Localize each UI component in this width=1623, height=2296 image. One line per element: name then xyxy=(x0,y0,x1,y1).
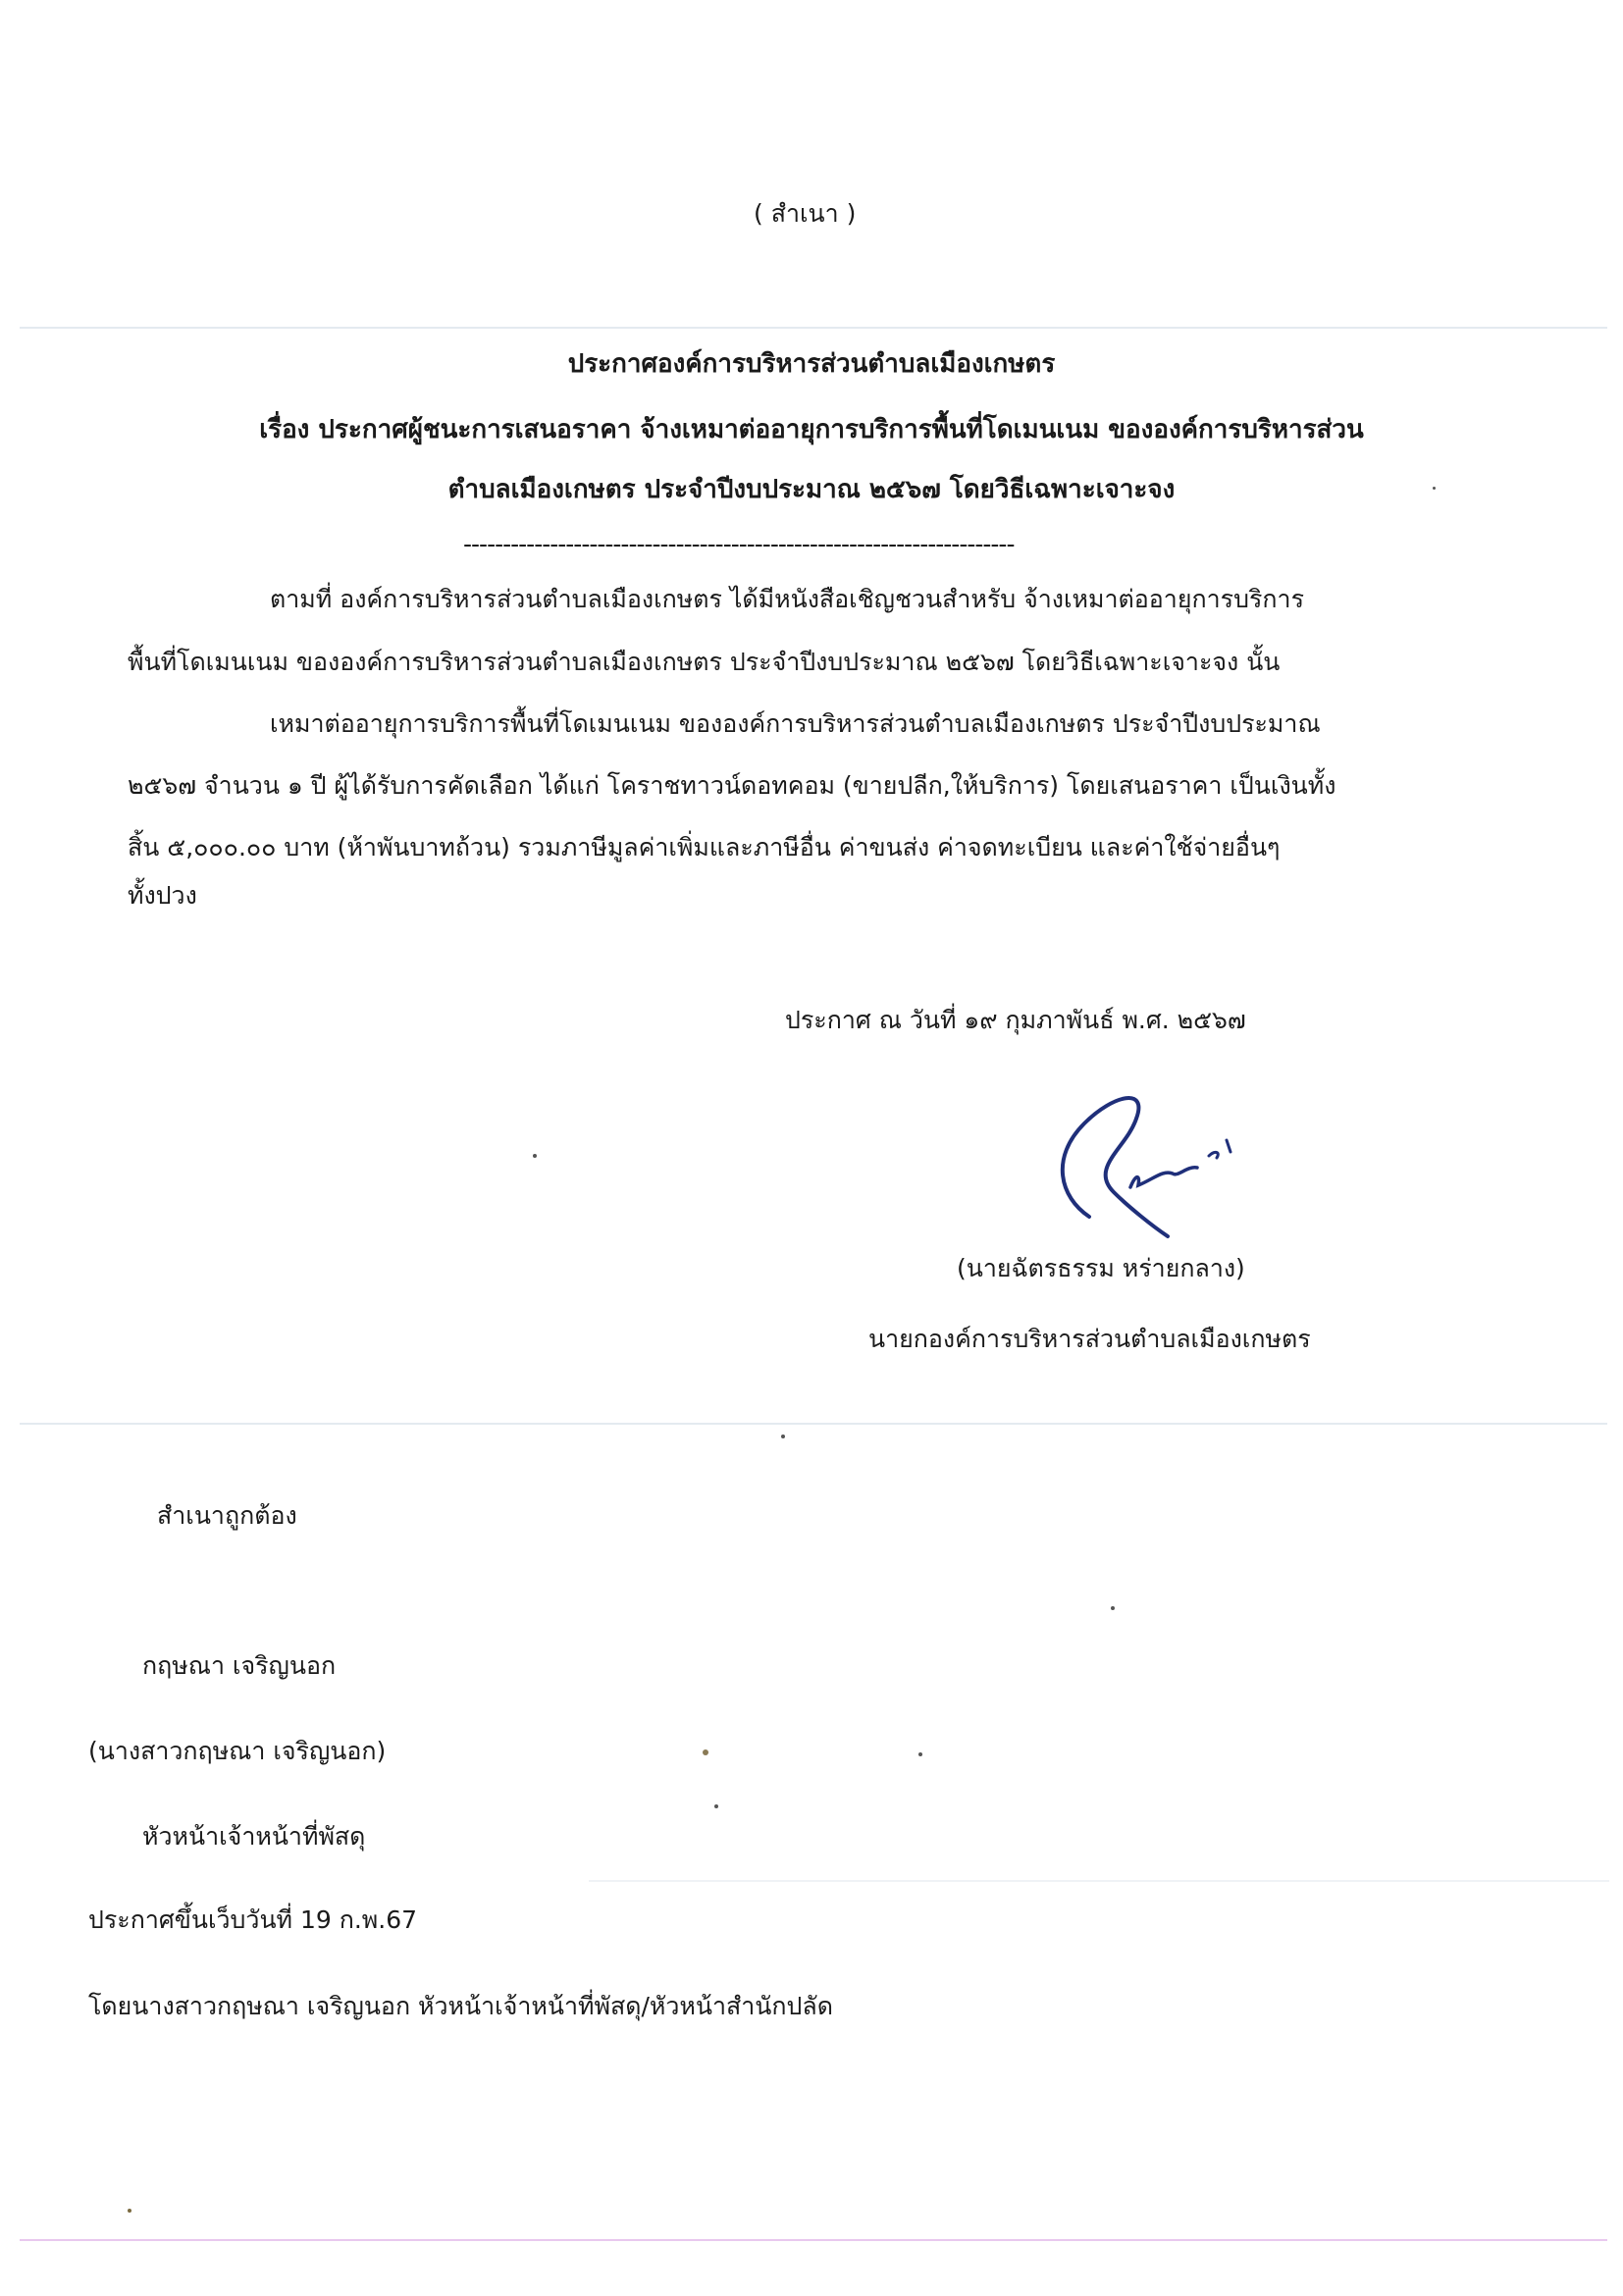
paragraph2-line4: ทั้งปวง xyxy=(128,881,197,910)
certifier-position: หัวหน้าเจ้าหน้าที่พัสดุ xyxy=(142,1822,366,1851)
copy-mark: ( สำเนา ) xyxy=(754,199,857,228)
signer-position: นายกองค์การบริหารส่วนตำบลเมืองเกษตร xyxy=(868,1325,1311,1353)
certifier-signature: กฤษณา เจริญนอก xyxy=(142,1651,337,1680)
scan-line-lower xyxy=(589,1880,1609,1882)
scan-speck xyxy=(1433,487,1436,490)
scan-speck xyxy=(781,1435,785,1438)
scan-speck xyxy=(533,1154,537,1158)
paragraph1-line2: พื้นที่โดเมนเนม ขององค์การบริหารส่วนตำบลเมืองเกษตร ประจำปีงบประมาณ ๒๕๖๗ โดยวิธีเฉพาะเจาะจง นั้น xyxy=(128,648,1281,676)
scan-speck xyxy=(703,1749,708,1755)
scan-speck xyxy=(714,1804,718,1808)
certifier-name: (นางสาวกฤษณา เจริญนอก) xyxy=(88,1737,387,1765)
signature-mark xyxy=(1021,1079,1276,1246)
posted-by: โดยนางสาวกฤษณา เจริญนอก หัวหน้าเจ้าหน้าที่พัสดุ/หัวหน้าสำนักปลัด xyxy=(88,1992,833,2020)
scan-line-bottom xyxy=(20,2239,1607,2241)
web-posted-date: ประกาศขึ้นเว็บวันที่ 19 ก.พ.67 xyxy=(88,1905,418,1934)
announcement-subject-line1: เรื่อง ประกาศผู้ชนะการเสนอราคา จ้างเหมาต่ออายุการบริการพื้นที่โดเมนเนม ขององค์การบริหารส่วน xyxy=(259,415,1364,444)
announcement-title: ประกาศองค์การบริหารส่วนตำบลเมืองเกษตร xyxy=(567,349,1056,379)
scan-speck xyxy=(918,1752,922,1756)
paragraph2-line2: ๒๕๖๗ จำนวน ๑ ปี ผู้ได้รับการคัดเลือก ได้แก่ โคราชทาวน์ดอทคอม (ขายปลีก,ให้บริการ) โดยเสนอราคา เป็นเงินทั้ง xyxy=(128,771,1336,800)
title-separator: ---------------------------------------------------------------------- xyxy=(463,530,1015,558)
paragraph1-line1: ตามที่ องค์การบริหารส่วนตำบลเมืองเกษตร ได้มีหนังสือเชิญชวนสำหรับ จ้างเหมาต่ออายุการบริการ xyxy=(270,585,1304,613)
certified-label: สำเนาถูกต้อง xyxy=(157,1501,297,1530)
announcement-date: ประกาศ ณ วันที่ ๑๙ กุมภาพันธ์ พ.ศ. ๒๕๖๗ xyxy=(785,1006,1246,1034)
signer-name: (นายฉัตรธรรม หร่ายกลาง) xyxy=(957,1254,1245,1282)
paragraph2-line3: สิ้น ๕,๐๐๐.๐๐ บาท (ห้าพันบาทถ้วน) รวมภาษีมูลค่าเพิ่มและภาษีอื่น ค่าขนส่ง ค่าจดทะเบียน และค่าใช้จ่ายอื่นๆ xyxy=(128,833,1281,861)
scan-line-middle xyxy=(20,1423,1607,1425)
paragraph2-line1: เหมาต่ออายุการบริการพื้นที่โดเมนเนม ขององค์การบริหารส่วนตำบลเมืองเกษตร ประจำปีงบประมาณ xyxy=(270,709,1321,738)
scan-speck xyxy=(1111,1606,1115,1610)
scan-speck xyxy=(128,2209,131,2213)
scan-line-top xyxy=(20,327,1607,329)
announcement-subject-line2: ตำบลเมืองเกษตร ประจำปีงบประมาณ ๒๕๖๗ โดยวิธีเฉพาะเจาะจง xyxy=(447,475,1176,504)
